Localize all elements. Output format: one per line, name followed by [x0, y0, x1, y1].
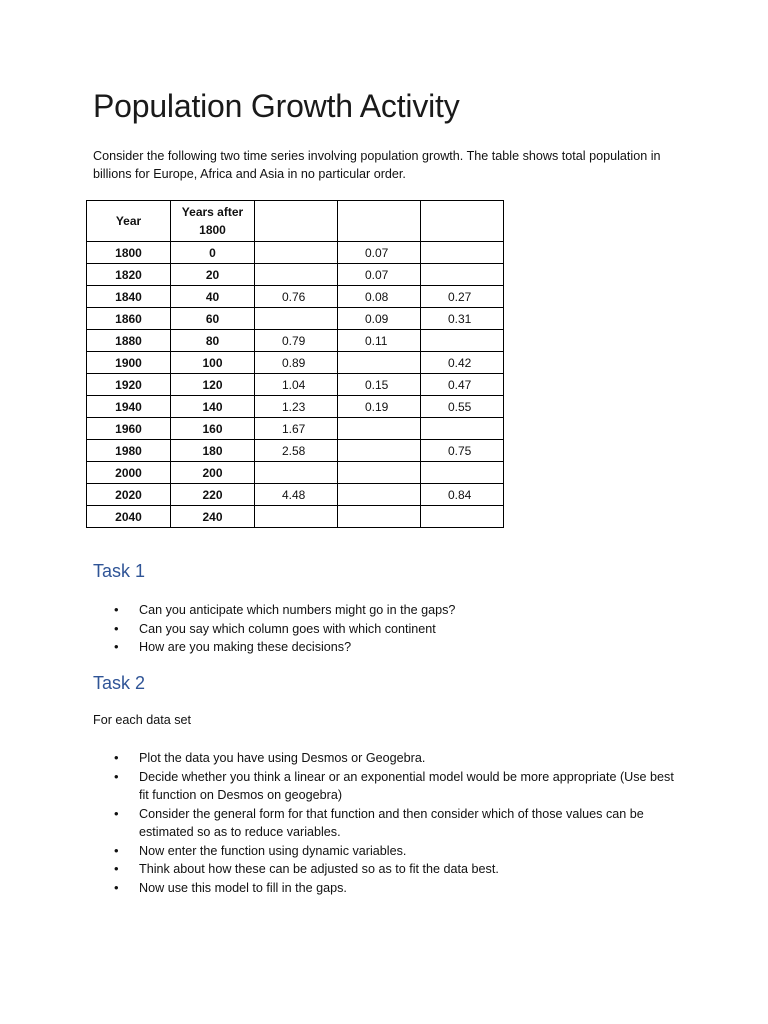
cell-year: 1920: [87, 374, 171, 396]
task1-heading: Task 1: [93, 561, 146, 581]
cell-years-after: 80: [171, 330, 255, 352]
cell-year: 1800: [87, 242, 171, 264]
cell-year: 1900: [87, 352, 171, 374]
cell-year: 1940: [87, 396, 171, 418]
table-body: [87, 242, 504, 528]
table-row: [87, 352, 504, 374]
cell-year: 1960: [87, 418, 171, 440]
table-row: [87, 506, 504, 528]
cell-years-after: 240: [171, 506, 255, 528]
cell-col-a: 1.67: [255, 418, 338, 440]
cell-col-a: 1.04: [255, 374, 338, 396]
cell-col-a: 0.89: [255, 352, 338, 374]
cell-year: 1860: [87, 308, 171, 330]
table-row: [87, 374, 504, 396]
cell-col-b: 0.11: [338, 330, 421, 352]
header-col-c: [421, 201, 504, 242]
list-item: • Now enter the function using dynamic variables.: [93, 842, 683, 861]
cell-year: 1880: [87, 330, 171, 352]
cell-years-after: 220: [171, 484, 255, 506]
cell-col-a: 2.58: [255, 440, 338, 462]
cell-col-c: [421, 242, 504, 264]
list-item: • How are you making these decisions?: [93, 638, 683, 657]
header-col-b: [338, 201, 421, 242]
table-row: [87, 418, 504, 440]
cell-year: 2040: [87, 506, 171, 528]
cell-col-c: [421, 462, 504, 484]
table-row: [87, 440, 504, 462]
population-table: [86, 200, 504, 528]
list-item: • Can you anticipate which numbers might go in the gaps?: [93, 601, 683, 620]
cell-col-b: 0.19: [338, 396, 421, 418]
list-item: • Now use this model to fill in the gaps.: [93, 879, 683, 898]
header-years-after-label: Years after 1800: [181, 205, 244, 237]
cell-year: 1980: [87, 440, 171, 462]
cell-col-b: [338, 484, 421, 506]
cell-col-b: 0.07: [338, 264, 421, 286]
table-row: [87, 484, 504, 506]
cell-years-after: 0: [171, 242, 255, 264]
cell-col-a: [255, 242, 338, 264]
cell-col-c: 0.55: [421, 396, 504, 418]
cell-col-a: 4.48: [255, 484, 338, 506]
table-row: [87, 286, 504, 308]
cell-year: 2020: [87, 484, 171, 506]
cell-years-after: 120: [171, 374, 255, 396]
table-row: [87, 462, 504, 484]
cell-col-c: 0.47: [421, 374, 504, 396]
cell-col-a: [255, 462, 338, 484]
cell-col-b: 0.15: [338, 374, 421, 396]
cell-years-after: 100: [171, 352, 255, 374]
list-item: • Decide whether you think a linear or an exponential model would be more appropriate (Use best fit function on Desmos on geogebra): [93, 768, 683, 805]
table-row: [87, 330, 504, 352]
cell-col-a: [255, 264, 338, 286]
task1-list: [93, 601, 683, 657]
cell-col-a: [255, 506, 338, 528]
table-row: [87, 264, 504, 286]
cell-col-b: [338, 352, 421, 374]
cell-col-c: 0.27: [421, 286, 504, 308]
table-header-row: [87, 201, 504, 242]
task2-lead: For each data set: [93, 713, 192, 727]
cell-years-after: 160: [171, 418, 255, 440]
cell-col-c: 0.84: [421, 484, 504, 506]
cell-col-c: [421, 418, 504, 440]
cell-years-after: 40: [171, 286, 255, 308]
cell-col-c: 0.31: [421, 308, 504, 330]
task2-list: [93, 749, 683, 897]
cell-year: 1840: [87, 286, 171, 308]
list-item: • Think about how these can be adjusted so as to fit the data best.: [93, 860, 683, 879]
table-row: [87, 308, 504, 330]
cell-col-b: [338, 506, 421, 528]
cell-year: 2000: [87, 462, 171, 484]
list-item: • Plot the data you have using Desmos or Geogebra.: [93, 749, 683, 768]
cell-col-a: 0.76: [255, 286, 338, 308]
cell-years-after: 20: [171, 264, 255, 286]
task2-heading: Task 2: [93, 673, 146, 693]
cell-col-c: 0.75: [421, 440, 504, 462]
cell-col-c: [421, 330, 504, 352]
cell-col-c: [421, 506, 504, 528]
cell-col-b: [338, 418, 421, 440]
cell-col-a: 1.23: [255, 396, 338, 418]
cell-col-b: [338, 462, 421, 484]
cell-col-c: [421, 264, 504, 286]
header-years-after: [171, 201, 255, 242]
list-item: • Consider the general form for that function and then consider which of those values can be estimated so as to reduce variables.: [93, 805, 683, 842]
page-title: Population Growth Activity: [93, 88, 460, 124]
cell-years-after: 200: [171, 462, 255, 484]
cell-col-b: 0.07: [338, 242, 421, 264]
cell-years-after: 140: [171, 396, 255, 418]
cell-col-b: [338, 440, 421, 462]
header-col-a: [255, 201, 338, 242]
cell-col-a: [255, 308, 338, 330]
table-row: [87, 242, 504, 264]
cell-years-after: 180: [171, 440, 255, 462]
cell-col-a: 0.79: [255, 330, 338, 352]
cell-col-c: 0.42: [421, 352, 504, 374]
list-item: • Can you say which column goes with which continent: [93, 620, 683, 639]
cell-year: 1820: [87, 264, 171, 286]
cell-years-after: 60: [171, 308, 255, 330]
table-row: [87, 396, 504, 418]
cell-col-b: 0.09: [338, 308, 421, 330]
header-year: Year: [87, 201, 171, 242]
intro-paragraph: Consider the following two time series involving population growth. The table shows total population in billions for Europe, Africa and Asia in no particular order.: [93, 149, 661, 181]
cell-col-b: 0.08: [338, 286, 421, 308]
